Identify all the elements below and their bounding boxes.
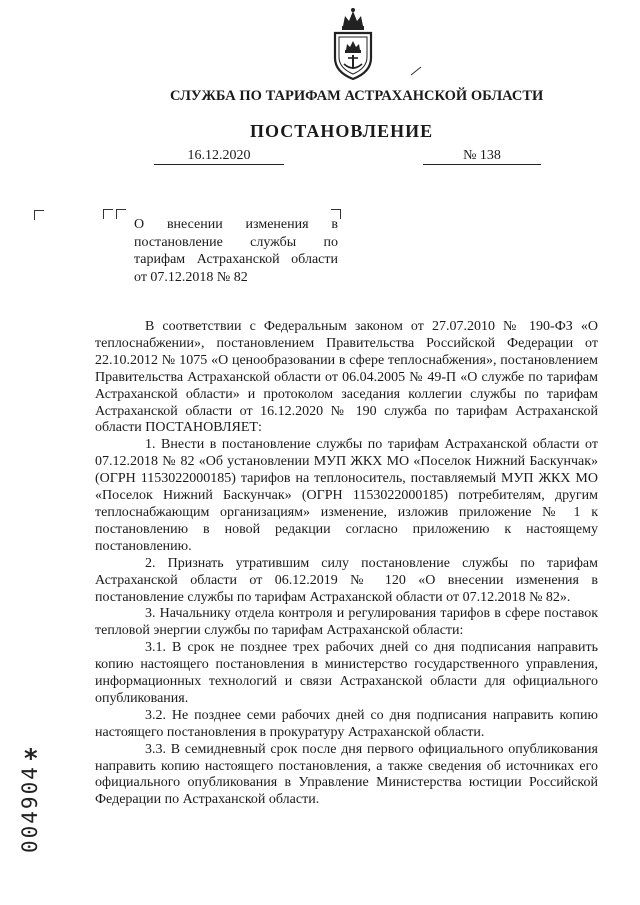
pen-mark-icon (410, 66, 422, 76)
paragraph-preamble: В соответствии с Федеральным законом от 27.07.2010 № 190-ФЗ «О теплоснабжении», постановлением Правительства Российской Федерации от 22.10.2012 № 1075 «О ценообразовании в сфере теплоснабжения», постановлением Правительства Астраханской области от 06.04.2005 № 49-П «О службе по тарифам Астраханской области» и протоколом заседания коллегии службы по тарифам Астраханской области от 16.12.2020 № 190 служба по тарифам Астраханской области ПОСТАНОВЛЯЕТ: (95, 319, 598, 436)
document-subject: О внесении изменения в постановление службы по тарифам Астраханской области от 07.12.2018 № 82 (134, 217, 338, 285)
corner-mark (116, 209, 126, 219)
corner-mark (103, 209, 113, 219)
document-date: 16.12.2020 (154, 148, 284, 165)
paragraph-3-3: 3.3. В семидневный срок после дня первого официального опубликования направить копию настоящего постановления, а также сведения об источниках его официального опубликования в Управление Министерства юстиции Российской Федерации по Астраханской области. (95, 741, 598, 808)
paragraph-3: 3. Начальнику отдела контроля и регулирования тарифов в сфере поставок тепловой энергии службы по тарифам Астраханской области: (95, 606, 598, 639)
paragraph-1: 1. Внести в постановление службы по тарифам Астраханской области от 07.12.2018 № 82 «Об установлении МУП ЖКХ МО «Поселок Нижний Баскунчак» (ОГРН 1153022000185) тарифов на теплоноситель, поставляемый МУП ЖКХ МО «Поселок Нижний Баскунчак» (ОГРН 1153022000185) потребителям, другим теплоснабжающим организациям» изменение, изложив приложение № 1 к постановлению в новой редакции согласно приложению к настоящему постановлению. (95, 437, 598, 554)
paragraph-3-1: 3.1. В срок не позднее трех рабочих дней со дня подписания направить копию настоящего постановления в министерство государственного управления, информационных технологий и связи Астраханской области для официального опубликования. (95, 640, 598, 706)
paragraph-3-2: 3.2. Не позднее семи рабочих дней со дня подписания направить копию настоящего постановления в прокуратуру Астраханской области. (95, 707, 598, 740)
agency-name: СЛУЖБА ПО ТАРИФАМ АСТРАХАНСКОЙ ОБЛАСТИ (170, 88, 544, 104)
document-type: ПОСТАНОВЛЕНИЕ (250, 121, 434, 141)
document-body (95, 319, 598, 809)
corner-mark (34, 210, 44, 220)
margin-asterisk: * (24, 744, 38, 774)
coat-of-arms-icon (330, 6, 376, 82)
margin-serial-number: 004904 (18, 765, 42, 853)
document-number: № 138 (423, 148, 541, 165)
paragraph-2: 2. Признать утратившим силу постановление службы по тарифам Астраханской области от 06.12.2019 № 120 «О внесении изменения в постановление службы по тарифам Астраханской области от 07.12.2018 № 82». (95, 555, 598, 605)
